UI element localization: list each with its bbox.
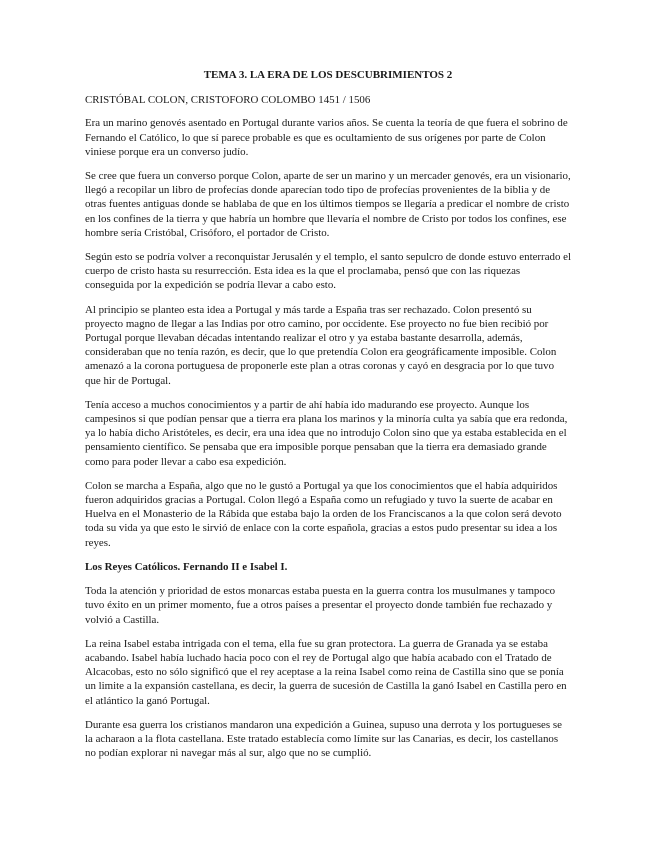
document-subtitle: CRISTÓBAL COLON, CRISTOFORO COLOMBO 1451 / 1506 bbox=[85, 94, 371, 107]
document-title: TEMA 3. LA ERA DE LOS DESCUBRIMIENTOS 2 bbox=[203, 69, 453, 81]
paragraph: Al principio se planteo esta idea a Portugal y más tarde a España tras ser rechazado. Colon presentó su proyecto magno de llegar a las Indias por otro camino, por occidente. Ese proyecto no fue bien recibió por Portugal porque llevaban décadas intentando realizar el otro y ya estaba bastante desarrolla, además, consideraban que no tenía razón, es decir, que lo que pretendía Colon era geográficamente imposible. Colon amenazó a la corona portuguesa de proponerle este plan a otras coronas y cayó en desgracia por lo que tuvo que hir de Portugal. bbox=[85, 303, 557, 387]
paragraph: Toda la atención y prioridad de estos monarcas estaba puesta en la guerra contra los musulmanes y tampoco tuvo éxito en un primer momento, fue a otros países a presentar el proyecto donde también fue rechazado y volvió a Castilla. bbox=[85, 585, 556, 626]
paragraph: Durante esa guerra los cristianos mandaron una expedición a Guinea, supuso una derrota y los portugueses se la acharaon a la flota castellana. Este tratado establecía como límite sur las Canarias, es decir, los castellanos no podían explorar ni navegar más al sur, algo que no se cumplió. bbox=[85, 718, 562, 760]
paragraph: Tenía acceso a muchos conocimientos y a partir de ahí había ido madurando ese proyecto. Aunque los campesinos si que podían pensar que a tierra era plana los marinos y la minoría culta ya sabía que era redonda, ya lo había dicho Aristóteles, es decir, era una idea que no introdujo Colon sino que ya estaba establecida en el pensamiento científico. Se pensaba que era imposible porque pensaban que la tierra era demasiado grande como para poder llevar a cabo esa expedición. bbox=[85, 398, 568, 468]
paragraph: Colon se marcha a España, algo que no le gustó a Portugal ya que los conocimientos que el había adquiridos fueron adquiridos gracias a Portugal. Colon llegó a España como un refugiado y tuvo la suerte de acabar en Huelva en el Monasterio de la Rábida que estaba bajo la orden de los Franciscanos a la que colon será devoto toda su vida ya que esto le sirvió de enlace con la corte española, gracias a estos pudo presentar su idea a los reyes. bbox=[85, 479, 562, 549]
paragraph: Era un marino genovés asentado en Portugal durante varios años. Se cuenta la teoría de que fuera el sobrino de Fernando el Católico, lo que sí parece probable es que es ocultamiento de sus orígenes por parte de Colon viniese porque era un converso judío. bbox=[85, 117, 568, 158]
paragraph: Según esto se podría volver a reconquistar Jerusalén y el templo, el santo sepulcro de donde estuvo enterrado el cuerpo de cristo hasta su resurrección. Esta idea es la que el proclamaba, pensó que con las riquezas conseguida por la expedición se podría llevar a cabo esto. bbox=[85, 251, 571, 292]
section-heading: Los Reyes Católicos. Fernando II e Isabel I. bbox=[85, 560, 288, 573]
paragraph: La reina Isabel estaba intrigada con el tema, ella fue su gran protectora. La guerra de Granada ya se estaba acabando. Isabel había luchado hacia poco con el rey de Portugal algo que había acabado con el Tratado de Alcacobas, esto no sólo significó que el rey aceptase a la reina Isabel como reina de Castilla sino que se ponía un limite a la expansión castellana, es decir, la guerra de sucesión de Castilla la ganó Isabel en Castilla pero en el atlántico la ganó Portugal. bbox=[85, 637, 567, 707]
paragraph: Se cree que fuera un converso porque Colon, aparte de ser un marino y un mercader genovés, era un visionario, llegó a recopilar un libro de profecías donde aparecían todo tipo de profecías provenientes de la biblia y de otras fuentes antiguas donde se hablaba de que en los últimos tiempos se llegaría a predicar el nombre de cristo en los confines de la tierra y que habría un hombre que llevaría el nombre de Cristo por todos los confines, ese hombre sería Cristóbal, Crisóforo, el portador de Cristo. bbox=[85, 170, 571, 239]
document-page bbox=[85, 68, 571, 770]
